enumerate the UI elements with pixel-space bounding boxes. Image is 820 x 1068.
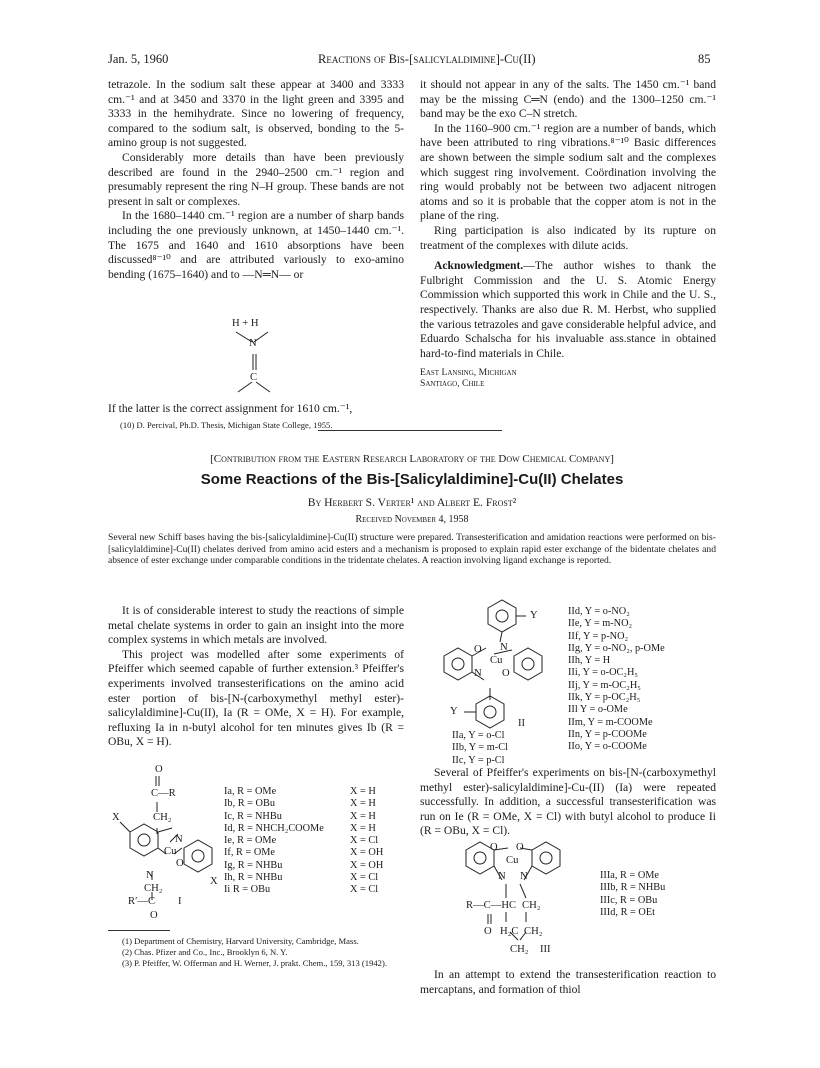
diagram-bonds (230, 330, 290, 400)
footnote-3: (3) P. Pfeiffer, W. Offerman and H. Werner, J. prakt. Chem., 159, 313 (1942). (122, 958, 387, 968)
prev-footnote-10: (10) D. Percival, Ph.D. Thesis, Michigan State College, 1955. (120, 420, 333, 430)
prev-paragraph-2: Considerably more details than have been previously described are found in the 2940–2500 cm.⁻¹ region and presumably represent the ring N–H group. These bands are not present in salt or complexes. (108, 150, 404, 208)
struct-i-label-ch2-bottom: CH₂ (144, 883, 163, 894)
struct-ii-row-k: IIk, Y = p-OC₂H₅ (568, 692, 641, 704)
diagram-h-plus-h: H + H (232, 318, 259, 329)
struct-iii-label-ch2-bottom: CH₂ (510, 944, 529, 955)
article-right-paragraph-1: Several of Pfeiffer's experiments on bis-[N-(carboxymethyl methyl ester)-salicylaldimine]-Cu-(II) (Ia) were repeated successfully. In addition, a successful transesterification was run on Ie (R = OMe, X = Cl) with butyl alcohol to produce Ii (R = OBu, X = Cl). (420, 766, 716, 838)
struct-i-label-o-mid: O (176, 858, 184, 869)
struct-i-roman: I (178, 896, 182, 907)
prev-after-diagram: If the latter is the correct assignment for 1610 cm.⁻¹, (108, 402, 353, 415)
struct-i-label-o-bottom: O (150, 910, 158, 921)
struct-iii-row-c: IIIc, R = OBu (600, 894, 658, 906)
abstract: Several new Schiff bases having the bis-[salicylaldimine]-Cu(II) structure were prepared. Transesterification and amidation reactions were performed on bis-[salicylaldimine]-Cu(II) chelates derived from amino acid esters and a mechanism is proposed to explain rapid ester exchange of the bidentate chelates and absence of ester exchange under comparable conditions in the tridentate chelates. A reaction involving ligand exchange is reported. (108, 532, 716, 567)
struct-iii-label-n-right: N (520, 871, 528, 882)
struct-i-label-x-right: X (210, 876, 218, 887)
article-right-paragraph-2: In an attempt to extend the transesterification reaction to mercaptans, and formation of thiol (420, 968, 716, 996)
struct-ii-row-f: IIf, Y = p-NO₂ (568, 630, 629, 642)
struct-iii-label-o-right: O (516, 842, 524, 853)
prev-right-paragraph-3: Ring participation is also indicated by its rupture on treatment of the complexes with dilute acids. (420, 223, 716, 252)
struct-ii-row-o: IIo, Y = o-COOMe (568, 741, 647, 753)
struct-iii-label-ch2-mid: CH₂ (524, 926, 543, 937)
affiliation-1: East Lansing, Michigan (420, 367, 517, 379)
header-date: Jan. 5, 1960 (108, 52, 169, 66)
struct-iii-row-d: IIId, R = OEt (600, 906, 655, 918)
struct-ii-row-e: IIe, Y = m-NO₂ (568, 618, 633, 630)
diagram-n: N (249, 338, 257, 349)
article-left-column (108, 604, 404, 750)
struct-ii-row-a: IIa, Y = o-Cl (452, 730, 505, 741)
struct-i-row-b: Ib, R = OBu X = H (224, 798, 376, 810)
struct-ii-row-c: IIc, Y = p-Cl (452, 754, 505, 766)
prev-paragraph-1: tetrazole. In the sodium salt these appear at 3400 and 3333 cm.⁻¹ and at 3450 and 3370 in the light green and 3395 and 3333 in the hemihydrate. Since no lowering of frequency, compared to the sodium salt, is observed, bonding to the 5-amino group is not suggested. (108, 78, 404, 150)
struct-i-row-f: If, R = OMe X = OH (224, 847, 384, 859)
article-title: Some Reactions of the Bis-[Salicylaldimine]-Cu(II) Chelates (200, 471, 624, 488)
struct-iii-label-h2c: H₂C (500, 926, 519, 937)
struct-i-row-c: Ic, R = NHBu X = H (224, 810, 376, 822)
prev-left-column (108, 78, 404, 282)
struct-iii-label-n-left: N (498, 871, 506, 882)
intro-paragraph-2: This project was modelled after some experiments of Pfeiffer which seemed capable of further extension.³ Pfeiffer's experiments involved transesterifications on the amino acid ester portion of bis-[N-(carboxymethyl methyl ester)-salicylaldimine]-Cu(II), Ia (R = OMe, X = H). For example, refluxing Ia in n-butyl alcohol for ten minutes gives Ib (R = OBu, X = H). (108, 647, 404, 749)
article-separator (318, 430, 502, 431)
struct-iii-label-o: O (484, 926, 492, 937)
acknowledgment (420, 259, 716, 361)
footnote-1: (1) Department of Chemistry, Harvard University, Cambridge, Mass. (122, 936, 359, 946)
struct-ii-label-n-bottom: N (474, 668, 482, 679)
acknowledgment-title: Acknowledgment. (434, 259, 524, 273)
struct-ii-label-y-top: Y (530, 610, 538, 621)
struct-ii-row-g: IIg, Y = o-NO₂, p-OMe (568, 642, 665, 654)
struct-i-label-r-c: R′—C (128, 896, 156, 907)
received-date: Received November 4, 1958 (355, 514, 469, 525)
header-running-title: Reactions of Bis-[salicylaldimine]-Cu(II) (318, 52, 536, 66)
struct-iii-label-cu: Cu (506, 855, 519, 866)
struct-i-row-i: Ii R = OBu X = Cl (224, 884, 379, 896)
structure-ii-list-left (452, 730, 562, 767)
structure-iii-list (600, 870, 720, 919)
struct-ii-row-i: IIi, Y = o-OC₂H₅ (568, 667, 638, 679)
structure-ii-bonds (430, 604, 560, 744)
footnote-2: (2) Chas. Pfizer and Co., Inc., Brooklyn 6, N. Y. (122, 947, 288, 957)
struct-i-row-a: Ia, R = OMe X = H (224, 786, 376, 797)
affiliation-2: Santiago, Chile (420, 378, 485, 390)
acknowledgment-text: —The author wishes to thank the Fulbright Commission and the U. S. Atomic Energy Commission which supported this work in Chile and the U. S., respectively. Thanks are also due R. M. Herbst, who supplied the various tetrazoles and gave considerable helpful advice, and Eduardo Schalscha for his invaluable ass.stance in obtained hard-to-find materials in Chile. (420, 259, 716, 360)
contribution-line: [Contribution from the Eastern Research Laboratory of the Dow Chemical Company] (210, 453, 614, 465)
prev-paragraph-3: In the 1680–1440 cm.⁻¹ region are a number of sharp bands including the one previously unknown, at 1450–1440 cm.⁻¹. The 1675 and 1640 and 1610 absorptions have been discussed⁸⁻¹⁰ and are attributed variously to exo-amino bending (1675–1640) and to —N═N— or (108, 209, 404, 281)
prev-right-column (420, 78, 716, 389)
struct-ii-row-b: IIb, Y = m-Cl (452, 742, 508, 754)
struct-iii-label-r-c-hc: R—C—HC (466, 900, 517, 911)
struct-ii-label-n-top: N (500, 642, 508, 653)
struct-iii-label-o-left: O (490, 842, 498, 853)
footnote-rule (108, 930, 170, 931)
struct-i-label-x-left: X (112, 812, 120, 823)
struct-iii-roman: III (540, 944, 551, 955)
struct-ii-row-j: IIj, Y = m-OC₂H₅ (568, 679, 641, 691)
struct-i-label-o-top: O (155, 764, 163, 775)
intro-paragraph-1: It is of considerable interest to study the reactions of simple metal chelate systems in order to gain an insight into the more complex systems in which metals are involved. (108, 604, 404, 647)
struct-iii-row-a: IIIa, R = OMe (600, 870, 659, 881)
struct-ii-row-m: IIm, Y = m-COOMe (568, 716, 653, 728)
struct-i-row-g: Ig, R = NHBu X = OH (224, 859, 384, 871)
struct-ii-row-n: IIn, Y = p-COOMe (568, 728, 647, 740)
struct-i-row-d: Id, R = NHCH₂COOMe X = H (224, 822, 376, 834)
struct-ii-row-h: IIh, Y = H (568, 655, 611, 667)
struct-ii-label-cu: Cu (490, 655, 503, 666)
structure-i-list (224, 786, 404, 897)
struct-ii-row-d: IId, Y = o-NO₂ (568, 606, 630, 617)
struct-i-label-c-r: C—R (151, 788, 176, 799)
struct-ii-label-y-bottom: Y (450, 706, 458, 717)
struct-ii-label-o-right: O (502, 668, 510, 679)
struct-ii-label-o-left: O (474, 644, 482, 655)
struct-i-row-e: Ie, R = OMe X = Cl (224, 835, 379, 847)
structure-ii-list-right (568, 606, 718, 754)
diagram-c: C (250, 372, 258, 383)
struct-i-label-ch2: CH₂ (153, 812, 172, 823)
article-footnotes (108, 936, 404, 969)
prev-right-paragraph-1: it should not appear in any of the salts. The 1450 cm.⁻¹ band may be the missing C═N (endo) and the 1300–1250 cm.⁻¹ band may be the exo C–N stretch. (420, 78, 716, 121)
struct-i-label-cu: Cu (164, 846, 177, 857)
struct-i-label-n-top: N (175, 834, 183, 845)
struct-ii-roman: II (518, 718, 526, 729)
header-page-number: 85 (698, 52, 711, 66)
struct-iii-row-b: IIIb, R = NHBu (600, 882, 666, 894)
struct-i-label-n-bottom: N (146, 870, 154, 881)
article-authors: By Herbert S. Verter¹ and Albert E. Frost² (307, 496, 517, 509)
struct-i-row-h: Ih, R = NHBu X = Cl (224, 872, 379, 884)
struct-ii-row-l: IIl Y = o-OMe (568, 704, 628, 716)
prev-right-paragraph-2: In the 1160–900 cm.⁻¹ region are a number of bands, which have been attributed to ring vibrations.⁸⁻¹⁰ Basic differences are shown between the simple sodium salt and the complexes which suggest ring involvement. Coördination involving the ring would probably not be between two adjacent nitrogen atoms and so it is probable that the copper atom is not in the plane of the ring. (420, 121, 716, 223)
struct-iii-label-ch2-right: CH₂ (522, 900, 541, 911)
